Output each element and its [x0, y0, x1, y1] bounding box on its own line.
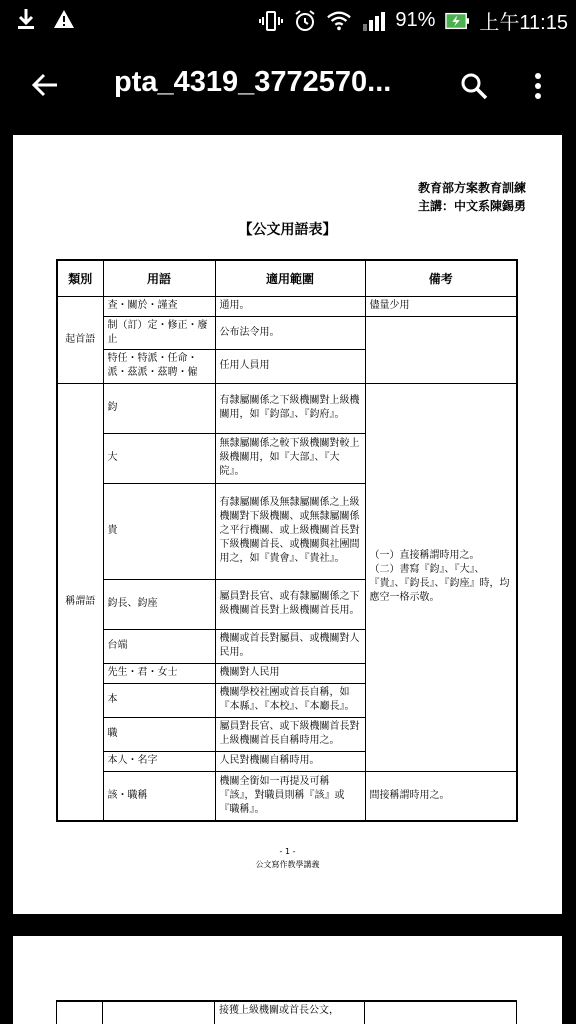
- scope-cell: 公布法令用。: [215, 316, 365, 349]
- clock: 上午11:15: [479, 12, 568, 34]
- header-speaker: 主講：中文系陳錫勇: [417, 199, 526, 213]
- search-button[interactable]: [452, 64, 496, 108]
- term-cell: 職: [103, 717, 215, 751]
- category-cell: 起首語: [57, 296, 103, 383]
- scope-cell: 通用。: [215, 296, 365, 316]
- term-cell: 本: [103, 683, 215, 717]
- term-cell: 台端: [103, 629, 215, 663]
- terms-table: [56, 259, 518, 822]
- table-row: [57, 383, 517, 433]
- column-header: 適用範圍: [215, 260, 365, 296]
- scope-cell: 機關對人民用: [215, 663, 365, 683]
- scope-cell: 屬員對長官、或下級機關首長對上級機關首長自稱時用之。: [215, 717, 365, 751]
- note-cell: [365, 1001, 517, 1024]
- scope-cell: 有隸屬關係之下級機關對上級機關用，如『鈞部』、『鈞府』。: [215, 383, 365, 433]
- scope-cell: 接獲上級機關或首長公文，: [215, 1001, 365, 1024]
- arrow-left-icon: [30, 70, 60, 100]
- table-row: [57, 1001, 517, 1024]
- category-cell: [57, 1001, 103, 1024]
- table-row: [57, 296, 517, 316]
- back-button[interactable]: [20, 60, 70, 110]
- term-cell: 本人・名字: [103, 751, 215, 771]
- term-cell: 先生・君・女士: [103, 663, 215, 683]
- term-cell: 大: [103, 433, 215, 483]
- scope-cell: 任用人員用: [215, 349, 365, 383]
- scope-cell: 有隸屬關係及無隸屬關係之上級機關對下級機關、或無隸屬關係之平行機關、或上級機關首長對下級機關首長、或機關與社團間用之，如『貴會』、『貴社』。: [215, 483, 365, 579]
- term-cell: [103, 1001, 215, 1024]
- scope-cell: 無隸屬關係之較下級機關對較上級機關用，如『大部』、『大院』。: [215, 433, 365, 483]
- battery-charging-icon: [445, 8, 469, 34]
- term-cell: 該・職稱: [103, 771, 215, 821]
- scope-cell: 屬員對長官、或有隸屬關係之下級機關首長對上級機關首長用。: [215, 579, 365, 629]
- app-bar: [0, 40, 576, 130]
- term-cell: 制（訂）定・修正・廢止: [103, 316, 215, 349]
- warning-icon: [52, 6, 76, 32]
- table-header-row: [57, 260, 517, 296]
- page-number: - 1 -: [279, 847, 296, 856]
- term-cell: 特任・特派・任命・派・茲派・茲聘・僱: [103, 349, 215, 383]
- category-cell: 稱謂語: [57, 383, 103, 821]
- term-cell: 查・關於・謹查: [103, 296, 215, 316]
- terms-table-continued: [56, 1000, 517, 1024]
- signal-icon: [361, 8, 385, 34]
- scope-cell: 機關全銜如一再提及可稱『該』，對職員則稱『該』或『職稱』。: [215, 771, 365, 821]
- table-row: [57, 316, 517, 349]
- wifi-icon: [327, 8, 351, 34]
- scope-cell: 人民對機關自稱時用。: [215, 751, 365, 771]
- table-row: [57, 771, 517, 821]
- term-cell: 鈞: [103, 383, 215, 433]
- battery-percent: 91%: [395, 9, 436, 31]
- note-cell: 儘量少用: [365, 296, 517, 316]
- document-title: pta_4319_3772570...: [114, 66, 392, 98]
- alarm-icon: [293, 8, 317, 34]
- term-cell: 貴: [103, 483, 215, 579]
- note-cell: 間接稱謂時用之。: [365, 771, 517, 821]
- download-icon: [14, 6, 38, 32]
- search-icon: [459, 71, 489, 101]
- vibrate-icon: [259, 8, 283, 34]
- pdf-page-1: [13, 135, 562, 914]
- column-header: 備考: [365, 260, 517, 296]
- column-header: 用語: [103, 260, 215, 296]
- pdf-page-2: [13, 936, 562, 1024]
- more-options-button[interactable]: [516, 64, 560, 108]
- note-cell-empty: [365, 316, 517, 383]
- note-cell: （一）直接稱謂時用之。 （二）書寫『鈞』、『大』、『貴』、『鈞長』、『鈞座』時，均應空一格示敬。: [365, 383, 517, 771]
- column-header: 類別: [57, 260, 103, 296]
- term-cell: 鈞長、鈞座: [103, 579, 215, 629]
- page-title: 【公文用語表】: [238, 222, 337, 238]
- scope-cell: 機關學校社團或首長自稱，如『本縣』、『本校』、『本廳長』。: [215, 683, 365, 717]
- status-bar: [0, 0, 576, 40]
- document-viewer[interactable]: [0, 130, 576, 1024]
- more-vert-icon: [533, 71, 543, 101]
- header-org: 教育部方案教育訓練: [417, 181, 526, 195]
- scope-cell: 機關或首長對屬員、或機關對人民用。: [215, 629, 365, 663]
- page-footer: 公文寫作教學講義: [255, 860, 320, 869]
